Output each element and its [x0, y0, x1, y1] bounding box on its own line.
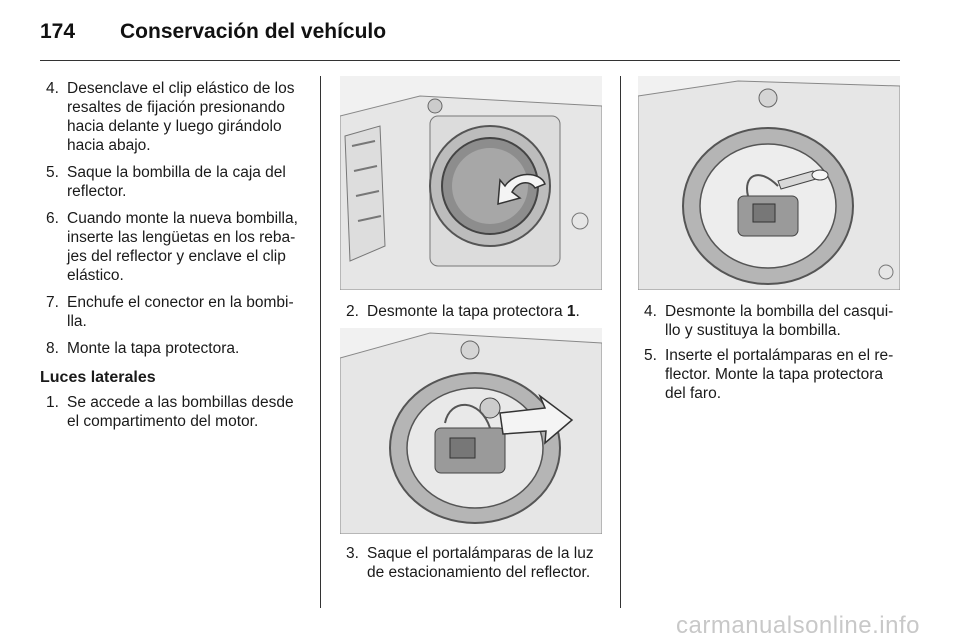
step-text: Saque la bombilla de la caja del reflector.: [67, 164, 286, 200]
list-item: [40, 163, 306, 201]
step-number: 8.: [46, 340, 59, 357]
lamp-holder-illustration: [340, 328, 602, 534]
header-rule: [40, 60, 900, 61]
caption-step-3: [346, 544, 608, 582]
figure-lamp-holder-removal: [340, 328, 602, 534]
section-step-list: [40, 393, 306, 431]
figure-protective-cap: [340, 76, 602, 290]
caption-step-2: [346, 302, 608, 321]
caption-step-5: [644, 346, 906, 403]
step-text: Desenclave el clip elástico de los resaltes de fijación presionando hacia delante y luego girándolo hacia abajo.: [67, 80, 295, 154]
caption-end: .: [575, 303, 580, 320]
step-list: [40, 79, 306, 358]
caption-text: Inserte el portalámparas en el re-flector. Monte la tapa protectora del faro.: [665, 347, 894, 402]
bulb-replacement-illustration: [638, 76, 900, 290]
step-text: Monte la tapa protectora.: [67, 340, 240, 357]
list-item: [40, 339, 306, 358]
caption-text: Desmonte la tapa protectora: [367, 303, 567, 320]
list-item: [40, 393, 306, 431]
step-number: 4.: [46, 80, 59, 97]
caption-number: 4.: [644, 303, 657, 320]
page-header: [40, 20, 386, 44]
caption-text: Desmonte la bombilla del casqui-llo y sustituya la bombilla.: [665, 303, 894, 339]
list-item: [40, 209, 306, 285]
watermark: carmanualsonline.info: [676, 612, 920, 639]
caption-number: 3.: [346, 545, 359, 562]
step-text: Enchufe el conector en la bombi-lla.: [67, 294, 294, 330]
list-item: [40, 79, 306, 155]
text-column: [40, 79, 306, 439]
column-divider-1: [320, 76, 321, 608]
caption-number: 5.: [644, 347, 657, 364]
list-item: [40, 293, 306, 331]
step-text: Se accede a las bombillas desde el compartimento del motor.: [67, 394, 294, 430]
figure-bulb-replacement: [638, 76, 900, 290]
protective-cap-illustration: [340, 76, 602, 290]
caption-text-wrap: [367, 302, 608, 321]
page-number: 174: [40, 20, 76, 43]
step-number: 6.: [46, 210, 59, 227]
column-divider-2: [620, 76, 621, 608]
section-title: Luces laterales: [40, 369, 156, 386]
caption-number: 2.: [346, 303, 359, 320]
step-number: 5.: [46, 164, 59, 181]
step-text: Cuando monte la nueva bombilla, inserte las lengüetas en los reba-jes del reflector y enclave el clip elástico.: [67, 210, 298, 284]
caption-text: Saque el portalámparas de la luz de estacionamiento del reflector.: [367, 545, 594, 581]
caption-step-4: [644, 302, 906, 340]
step-number: 1.: [46, 394, 59, 411]
caption-callout: 1: [566, 303, 576, 320]
page-title: Conservación del vehículo: [120, 20, 387, 43]
step-number: 7.: [46, 294, 59, 311]
